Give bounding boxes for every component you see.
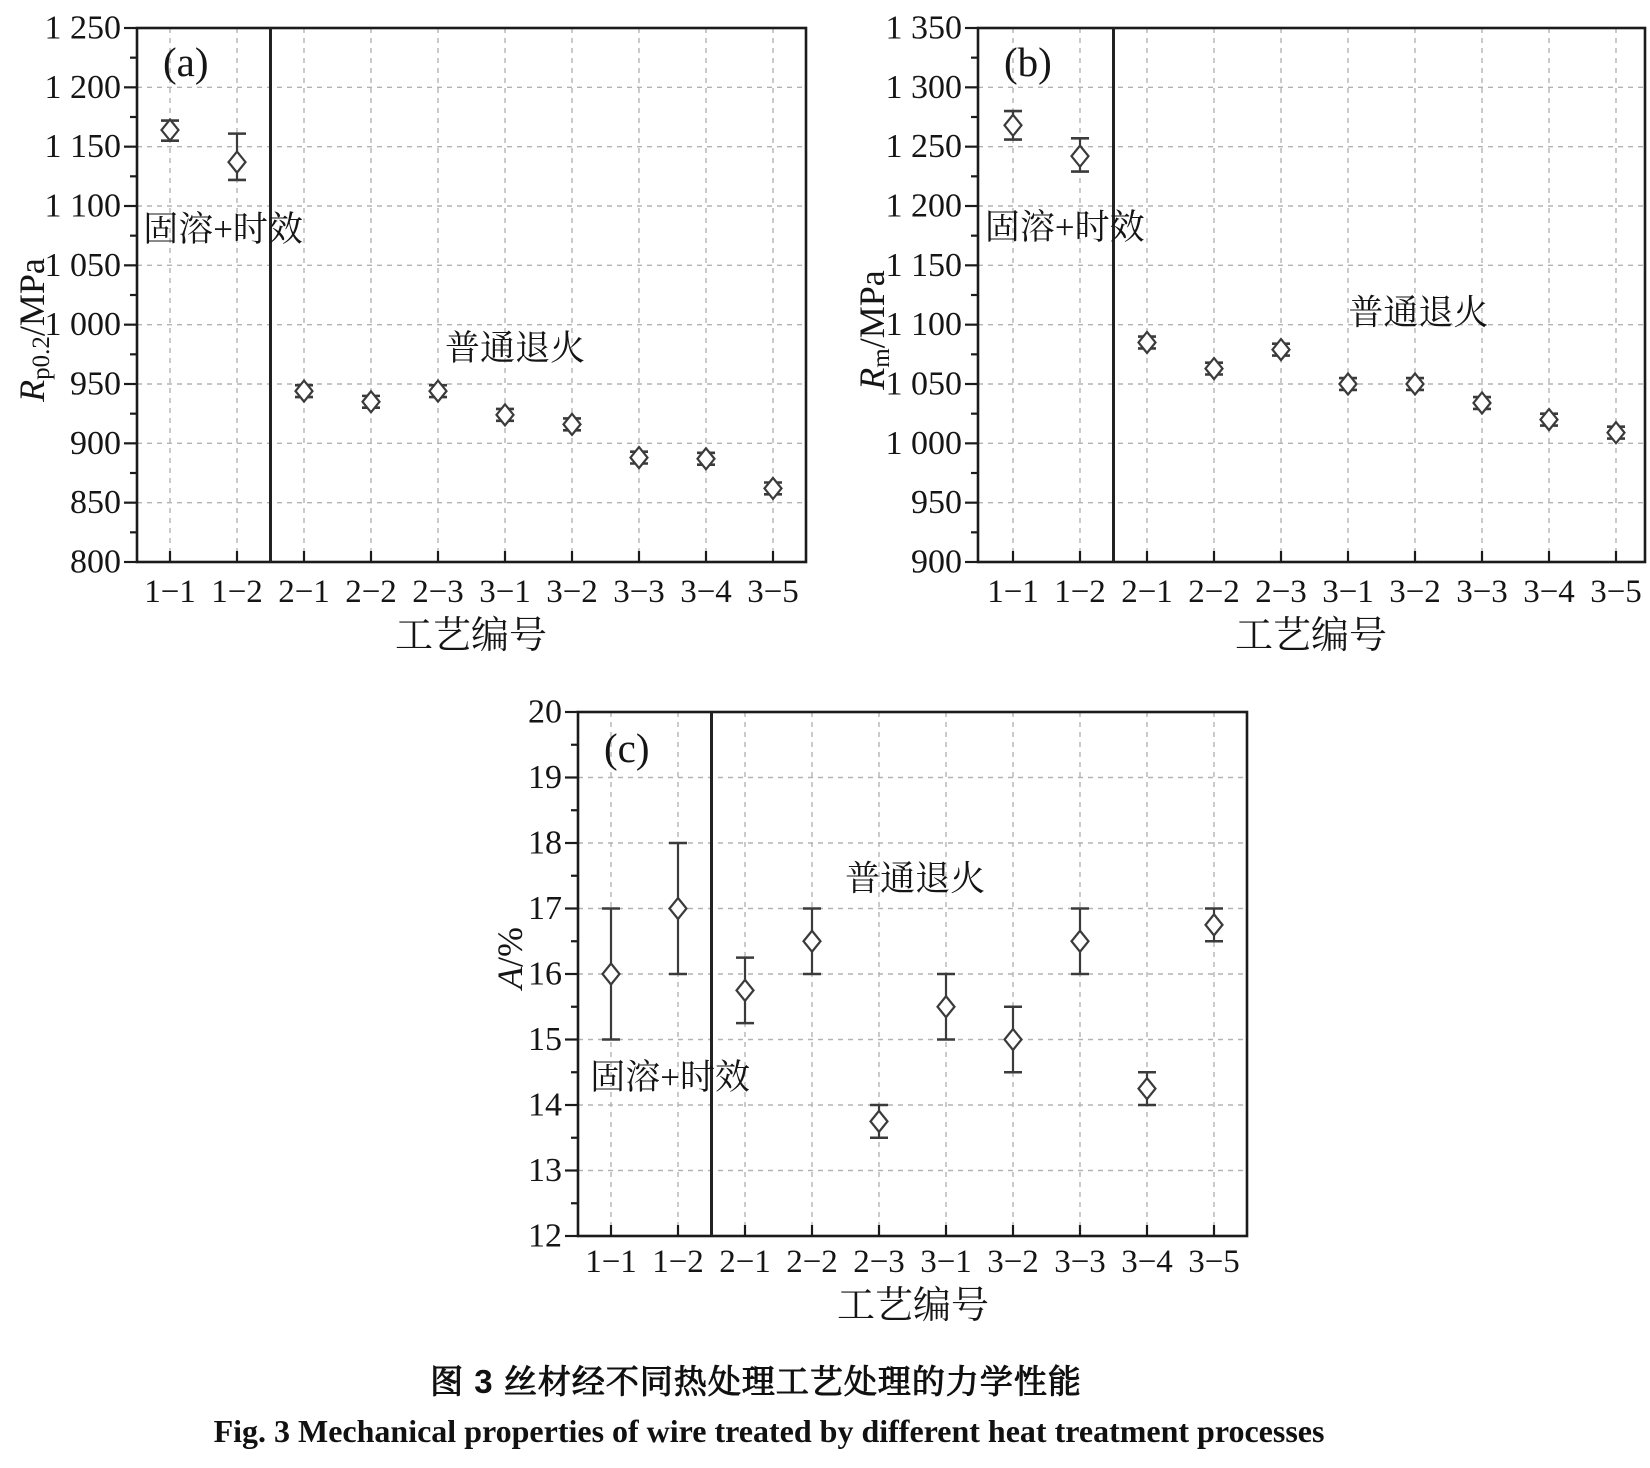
x-tick-label: 2−1 xyxy=(278,574,330,610)
y-tick-label: 18 xyxy=(528,824,562,862)
annotation-label: 固溶+时效 xyxy=(984,207,1145,247)
x-tick-label: 2−1 xyxy=(719,1244,771,1280)
x-tick-label: 3−1 xyxy=(920,1244,972,1280)
x-tick-label: 3−4 xyxy=(1523,574,1575,610)
diamond-marker xyxy=(1273,339,1290,360)
data-point xyxy=(1071,138,1089,171)
data-point xyxy=(764,478,782,499)
data-point xyxy=(563,414,581,435)
diamond-marker xyxy=(430,381,447,402)
panel-label: (c) xyxy=(604,725,650,771)
diamond-marker xyxy=(1072,931,1089,952)
diamond-marker xyxy=(631,447,648,468)
y-tick-label: 1 000 xyxy=(44,306,121,344)
diamond-marker xyxy=(804,931,821,952)
diamond-marker xyxy=(564,414,581,435)
diamond-marker xyxy=(765,478,782,499)
x-tick-label: 1−2 xyxy=(211,574,263,610)
x-tick-label: 3−4 xyxy=(680,574,732,610)
y-tick-label: 1 000 xyxy=(885,424,962,462)
diamond-marker xyxy=(1407,374,1424,395)
x-tick-label: 3−3 xyxy=(1456,574,1508,610)
annotation-label: 普通退火 xyxy=(445,328,586,368)
y-tick-label: 19 xyxy=(528,759,562,796)
data-point xyxy=(1205,358,1223,379)
x-tick-label: 3−1 xyxy=(479,574,531,610)
x-tick-label: 3−5 xyxy=(1590,574,1642,610)
diamond-marker xyxy=(1005,115,1022,136)
caption-zh: 图 3 丝材经不同热处理工艺处理的力学性能 xyxy=(430,1363,1082,1400)
chart-c xyxy=(490,694,1247,1328)
data-point xyxy=(1607,422,1625,443)
data-point xyxy=(161,120,179,141)
plot-frame xyxy=(978,28,1645,562)
x-tick-label: 1−1 xyxy=(585,1244,637,1280)
y-tick-label: 16 xyxy=(528,955,562,993)
x-tick-label: 3−5 xyxy=(747,574,799,610)
x-tick-label: 2−3 xyxy=(853,1244,905,1280)
y-axis-title: $R_{p0.2}$/MPa xyxy=(12,258,55,402)
diamond-marker xyxy=(1072,146,1089,167)
y-tick-label: 12 xyxy=(528,1217,562,1255)
diamond-marker xyxy=(1541,409,1558,430)
y-tick-label: 15 xyxy=(528,1021,562,1058)
data-point xyxy=(1473,392,1491,413)
data-point xyxy=(1004,1007,1022,1073)
x-tick-label: 3−3 xyxy=(1054,1244,1106,1280)
chart-a xyxy=(12,10,806,658)
x-tick-label: 3−4 xyxy=(1121,1244,1173,1280)
data-point xyxy=(803,909,821,975)
data-point xyxy=(1339,374,1357,395)
diamond-marker xyxy=(162,120,179,141)
x-axis-title: 工艺编号 xyxy=(1234,615,1388,657)
y-tick-label: 800 xyxy=(70,543,121,581)
data-point xyxy=(1138,332,1156,353)
data-point xyxy=(602,909,620,1040)
y-tick-label: 1 050 xyxy=(44,246,121,284)
diamond-marker xyxy=(363,391,380,412)
x-tick-label: 2−3 xyxy=(412,574,464,610)
y-tick-label: 20 xyxy=(528,693,562,731)
x-tick-label: 3−2 xyxy=(1389,574,1441,610)
diamond-marker xyxy=(1340,374,1357,395)
x-tick-label: 1−1 xyxy=(144,574,196,610)
data-point xyxy=(937,974,955,1040)
y-tick-label: 900 xyxy=(70,424,121,462)
y-tick-label: 1 100 xyxy=(885,306,962,344)
caption-en: Fig. 3 Mechanical properties of wire treated by different heat treatment processes xyxy=(213,1413,1325,1449)
x-tick-label: 3−3 xyxy=(613,574,665,610)
data-point xyxy=(870,1105,888,1138)
x-tick-label: 1−1 xyxy=(987,574,1039,610)
x-tick-label: 2−2 xyxy=(345,574,397,610)
y-axis-title: $R_m$/MPa xyxy=(852,270,895,390)
y-tick-label: 1 350 xyxy=(885,9,962,47)
data-point xyxy=(697,448,715,469)
diamond-marker xyxy=(1139,1078,1156,1099)
y-tick-label: 1 300 xyxy=(885,68,962,106)
y-tick-label: 900 xyxy=(911,543,962,581)
x-tick-label: 3−1 xyxy=(1322,574,1374,610)
diamond-marker xyxy=(1005,1029,1022,1050)
data-point xyxy=(1406,374,1424,395)
data-point xyxy=(496,404,514,425)
x-tick-label: 1−2 xyxy=(1054,574,1106,610)
x-tick-label: 2−2 xyxy=(1188,574,1240,610)
y-tick-label: 950 xyxy=(70,365,121,403)
y-tick-label: 1 200 xyxy=(44,68,121,106)
y-tick-label: 1 050 xyxy=(885,365,962,403)
y-axis-title: A/% xyxy=(490,927,530,989)
data-point xyxy=(736,958,754,1024)
y-tick-label: 1 150 xyxy=(44,128,121,166)
y-tick-label: 850 xyxy=(70,484,121,522)
diamond-marker xyxy=(1139,332,1156,353)
diamond-marker xyxy=(1206,358,1223,379)
data-point xyxy=(1540,409,1558,430)
diamond-marker xyxy=(938,996,955,1017)
y-tick-label: 1 250 xyxy=(44,9,121,47)
y-tick-label: 1 250 xyxy=(885,128,962,166)
diamond-marker xyxy=(1474,392,1491,413)
data-point xyxy=(228,134,246,180)
x-tick-label: 2−1 xyxy=(1121,574,1173,610)
data-point xyxy=(1205,909,1223,942)
diamond-marker xyxy=(1608,422,1625,443)
diamond-marker xyxy=(871,1111,888,1132)
diamond-marker xyxy=(229,152,246,173)
data-point xyxy=(630,447,648,468)
panel-label: (b) xyxy=(1004,39,1052,85)
diamond-marker xyxy=(603,964,620,985)
data-point xyxy=(1004,111,1022,139)
annotation-label: 固溶+时效 xyxy=(143,210,303,250)
y-tick-label: 1 100 xyxy=(44,187,121,225)
x-tick-label: 2−2 xyxy=(786,1244,838,1280)
data-point xyxy=(669,843,687,974)
x-tick-label: 3−2 xyxy=(546,574,598,610)
diamond-marker xyxy=(1206,914,1223,935)
y-tick-label: 950 xyxy=(911,484,962,522)
x-axis-title: 工艺编号 xyxy=(394,615,548,657)
x-tick-label: 1−2 xyxy=(652,1244,704,1280)
diamond-marker xyxy=(670,898,687,919)
annotation-label: 普通退火 xyxy=(1348,293,1489,333)
data-point xyxy=(1138,1072,1156,1105)
y-tick-label: 13 xyxy=(528,1152,562,1189)
diamond-marker xyxy=(497,404,514,425)
panel-label: (a) xyxy=(163,39,209,85)
x-axis-title: 工艺编号 xyxy=(836,1285,990,1327)
diamond-marker xyxy=(737,980,754,1001)
y-tick-label: 1 150 xyxy=(885,246,962,284)
data-point xyxy=(362,391,380,412)
chart-b xyxy=(852,10,1645,658)
y-tick-label: 17 xyxy=(528,890,562,927)
x-tick-label: 2−3 xyxy=(1255,574,1307,610)
data-point xyxy=(1272,339,1290,360)
y-tick-label: 1 200 xyxy=(885,187,962,225)
annotation-label: 普通退火 xyxy=(845,859,986,899)
y-tick-label: 14 xyxy=(528,1086,562,1124)
data-point xyxy=(1071,909,1089,975)
x-tick-label: 3−5 xyxy=(1188,1244,1240,1280)
annotation-label: 固溶+时效 xyxy=(590,1057,750,1097)
x-tick-label: 3−2 xyxy=(987,1244,1039,1280)
diamond-marker xyxy=(698,448,715,469)
